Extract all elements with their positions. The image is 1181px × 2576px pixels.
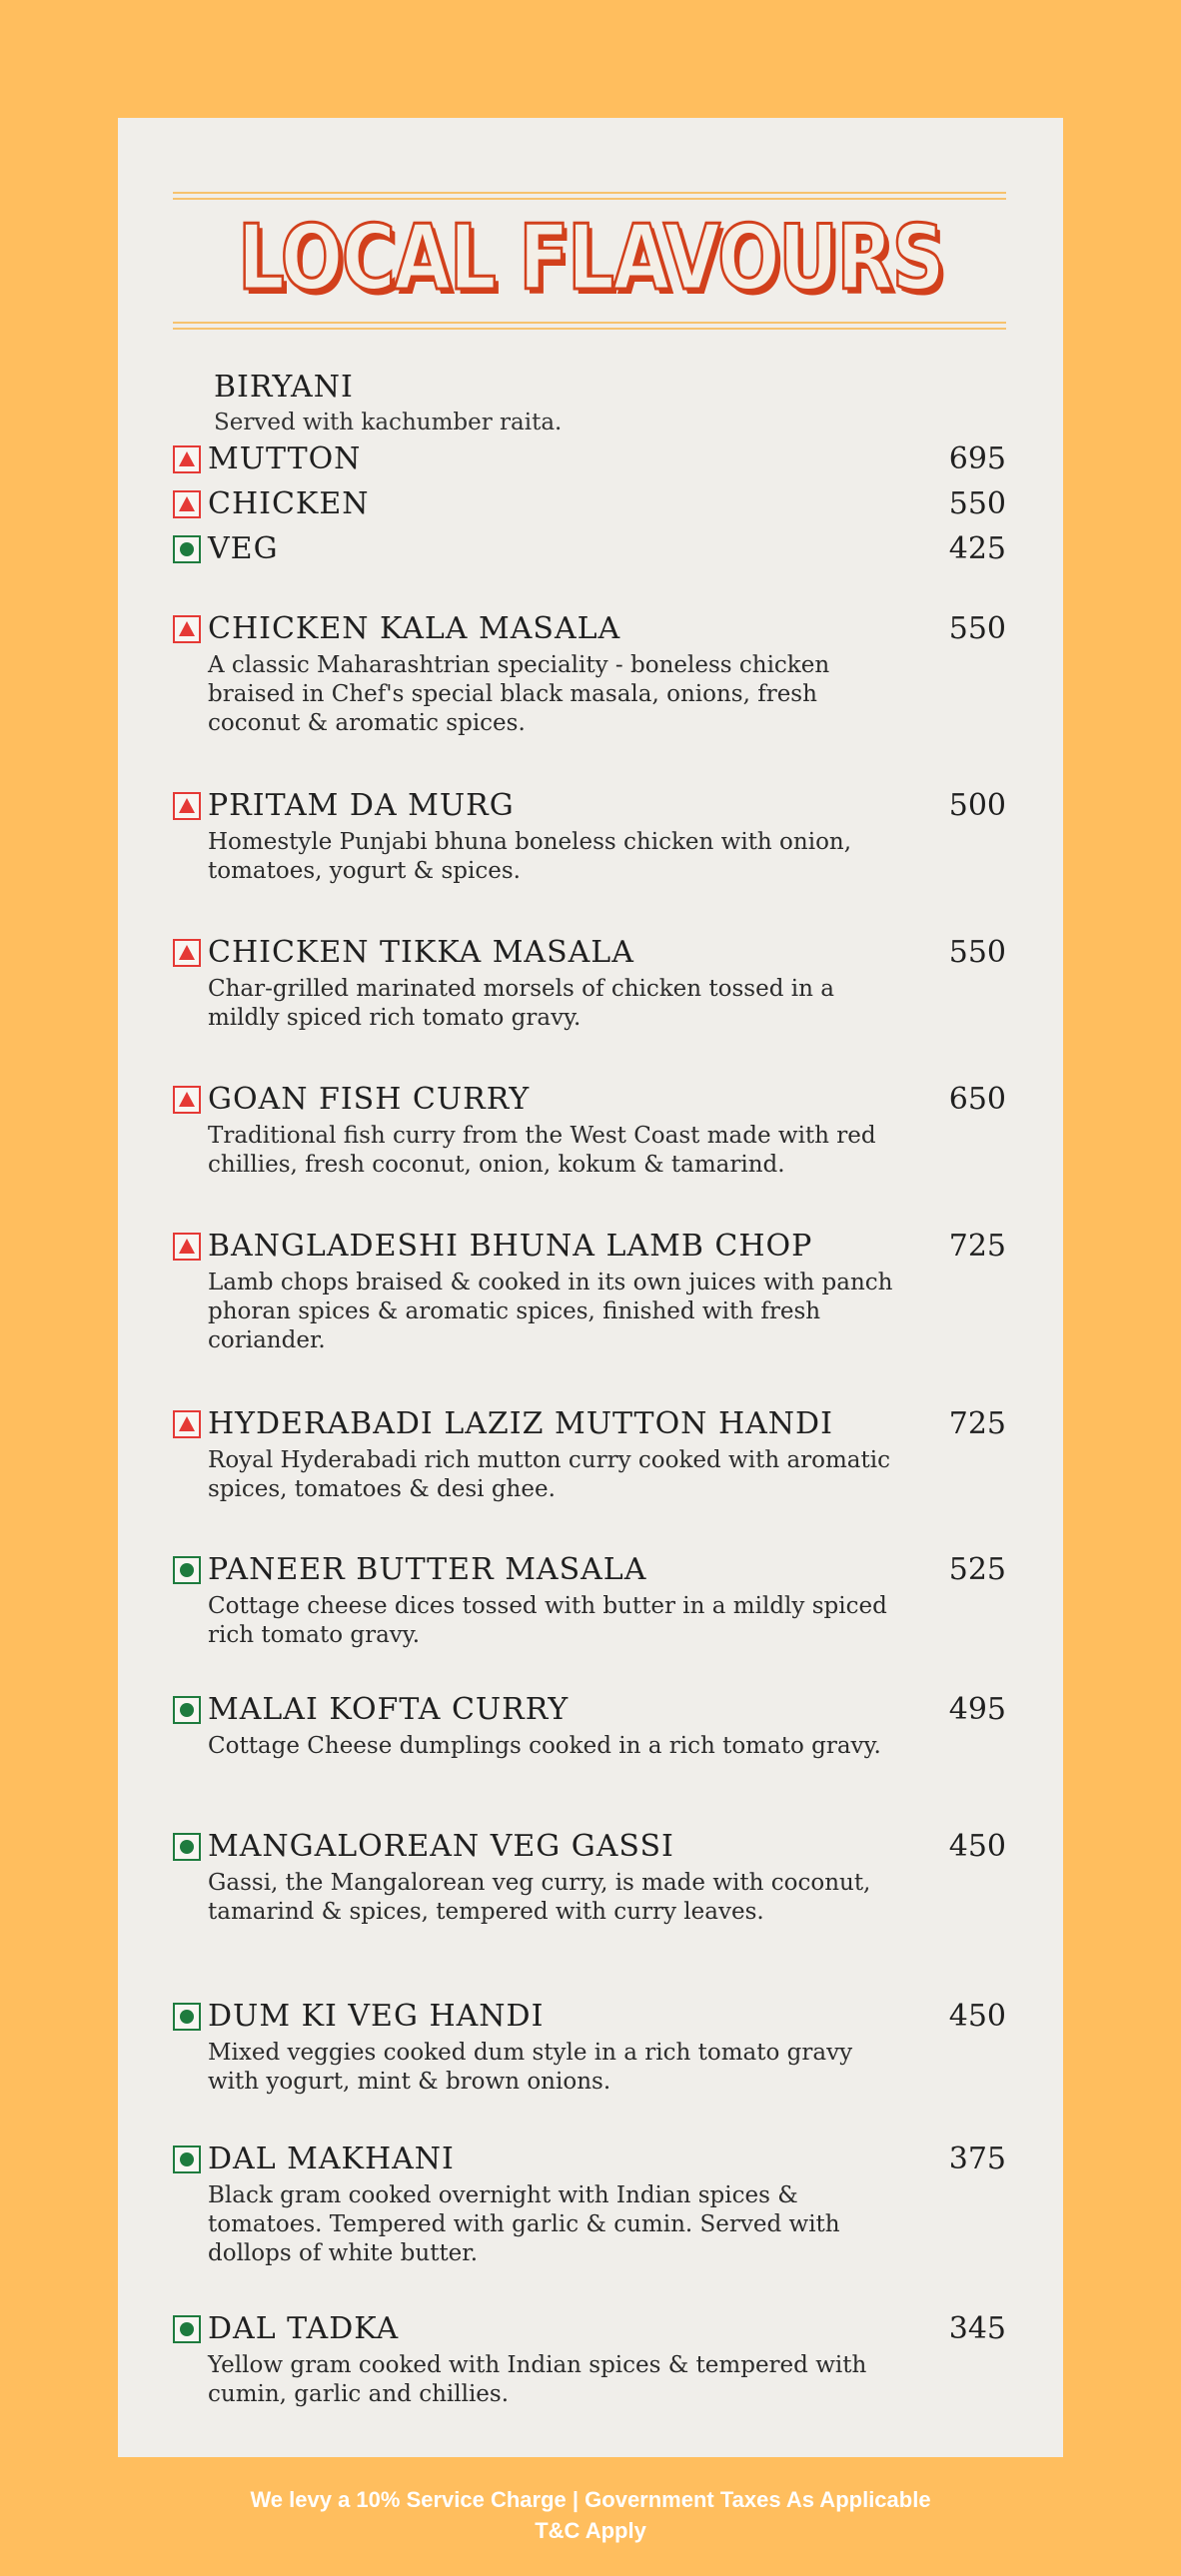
menu-item — [173, 611, 1006, 738]
item-name: MANGALOREAN VEG GASSI — [208, 1829, 674, 1864]
menu-item — [173, 1829, 1006, 1927]
item-name: DAL TADKA — [208, 2311, 400, 2346]
menu-item — [173, 1229, 1006, 1355]
item-description: Yellow gram cooked with Indian spices & tempered with cumin, garlic and chillies. — [208, 2352, 867, 2407]
item-description: Mixed veggies cooked dum style in a rich tomato gravy with yogurt, mint & brown onions. — [208, 2040, 853, 2095]
item-price: 345 — [948, 2311, 1006, 2346]
item-price: 550 — [948, 935, 1006, 970]
item-name: GOAN FISH CURRY — [208, 1082, 531, 1117]
menu-item — [173, 788, 1006, 886]
item-name: HYDERABADI LAZIZ MUTTON HANDI — [208, 1406, 833, 1441]
item-price: 725 — [948, 1229, 1006, 1264]
item-description: Lamb chops braised & cooked in its own juices with panch phoran spices & aromatic spices, finished with fresh coriander. — [208, 1270, 893, 1353]
biryani-option-chicken — [173, 486, 1006, 526]
non-veg-icon — [173, 490, 201, 518]
menu-item — [173, 1692, 1006, 1761]
title-rule-bottom-inner — [173, 328, 1006, 330]
non-veg-icon — [173, 1410, 201, 1438]
non-veg-icon — [173, 615, 201, 643]
non-veg-icon — [173, 792, 201, 820]
option-price: 695 — [948, 441, 1006, 476]
item-price: 450 — [948, 1999, 1006, 2034]
page-title: LOCAL FLAVOURS — [237, 206, 944, 311]
item-name: CHICKEN KALA MASALA — [208, 611, 621, 646]
item-price: 500 — [948, 788, 1006, 823]
menu-card — [118, 118, 1063, 2457]
veg-icon — [173, 2315, 201, 2343]
non-veg-icon — [173, 1086, 201, 1114]
item-name: BANGLADESHI BHUNA LAMB CHOP — [208, 1229, 813, 1264]
item-price: 450 — [948, 1829, 1006, 1864]
item-description: Gassi, the Mangalorean veg curry, is made with coconut, tamarind & spices, tempered with curry leaves. — [208, 1870, 871, 1925]
menu-item — [173, 1082, 1006, 1180]
service-charge-note: We levy a 10% Service Charge | Government Taxes As Applicable — [250, 2487, 931, 2512]
option-price: 550 — [948, 486, 1006, 521]
item-price: 495 — [948, 1692, 1006, 1727]
item-description: Royal Hyderabadi rich mutton curry cooked with aromatic spices, tomatoes & desi ghee. — [208, 1447, 891, 1502]
veg-icon — [173, 535, 201, 563]
item-name: PANEER BUTTER MASALA — [208, 1552, 647, 1587]
item-name: PRITAM DA MURG — [208, 788, 515, 823]
item-price: 725 — [948, 1406, 1006, 1441]
option-name: VEG — [208, 531, 279, 566]
non-veg-icon — [173, 445, 201, 473]
item-price: 550 — [948, 611, 1006, 646]
biryani-heading: BIRYANI — [214, 370, 354, 405]
item-description: Cottage cheese dices tossed with butter in a mildly spiced rich tomato gravy. — [208, 1593, 887, 1648]
veg-icon — [173, 1696, 201, 1724]
biryani-option-mutton — [173, 441, 1006, 481]
item-description: Black gram cooked overnight with Indian spices & tomatoes. Tempered with garlic & cumin. Served with dollops of white butter. — [208, 2182, 840, 2266]
veg-icon — [173, 1556, 201, 1584]
menu-item — [173, 2142, 1006, 2268]
menu-item — [173, 1406, 1006, 1504]
veg-icon — [173, 2146, 201, 2173]
footer — [0, 2484, 1181, 2546]
menu-item — [173, 935, 1006, 1033]
item-description: Homestyle Punjabi bhuna boneless chicken with onion, tomatoes, yogurt & spices. — [208, 829, 852, 884]
menu-item — [173, 1999, 1006, 2097]
item-name: DAL MAKHANI — [208, 2142, 455, 2176]
item-description: Cottage Cheese dumplings cooked in a rich tomato gravy. — [208, 1733, 881, 1759]
title-rule-top — [173, 192, 1006, 194]
biryani-description: Served with kachumber raita. — [214, 410, 563, 435]
non-veg-icon — [173, 1233, 201, 1261]
option-name: MUTTON — [208, 441, 362, 476]
title-rule-top-inner — [173, 198, 1006, 200]
terms-note: T&C Apply — [535, 2518, 646, 2543]
item-price: 650 — [948, 1082, 1006, 1117]
non-veg-icon — [173, 939, 201, 967]
item-name: DUM KI VEG HANDI — [208, 1999, 545, 2034]
option-price: 425 — [948, 531, 1006, 566]
veg-icon — [173, 2003, 201, 2031]
title-rule-bottom — [173, 322, 1006, 324]
item-description: A classic Maharashtrian speciality - boneless chicken braised in Chef's special black masala, onions, fresh coconut & aromatic spices. — [208, 652, 830, 736]
item-name: MALAI KOFTA CURRY — [208, 1692, 570, 1727]
item-price: 525 — [948, 1552, 1006, 1587]
item-name: CHICKEN TIKKA MASALA — [208, 935, 634, 970]
item-price: 375 — [948, 2142, 1006, 2176]
item-description: Char-grilled marinated morsels of chicken tossed in a mildly spiced rich tomato gravy. — [208, 976, 834, 1031]
menu-item — [173, 1552, 1006, 1650]
option-name: CHICKEN — [208, 486, 370, 521]
menu-item — [173, 2311, 1006, 2409]
veg-icon — [173, 1833, 201, 1861]
biryani-option-veg — [173, 531, 1006, 571]
item-description: Traditional fish curry from the West Coast made with red chillies, fresh coconut, onion, kokum & tamarind. — [208, 1123, 876, 1178]
